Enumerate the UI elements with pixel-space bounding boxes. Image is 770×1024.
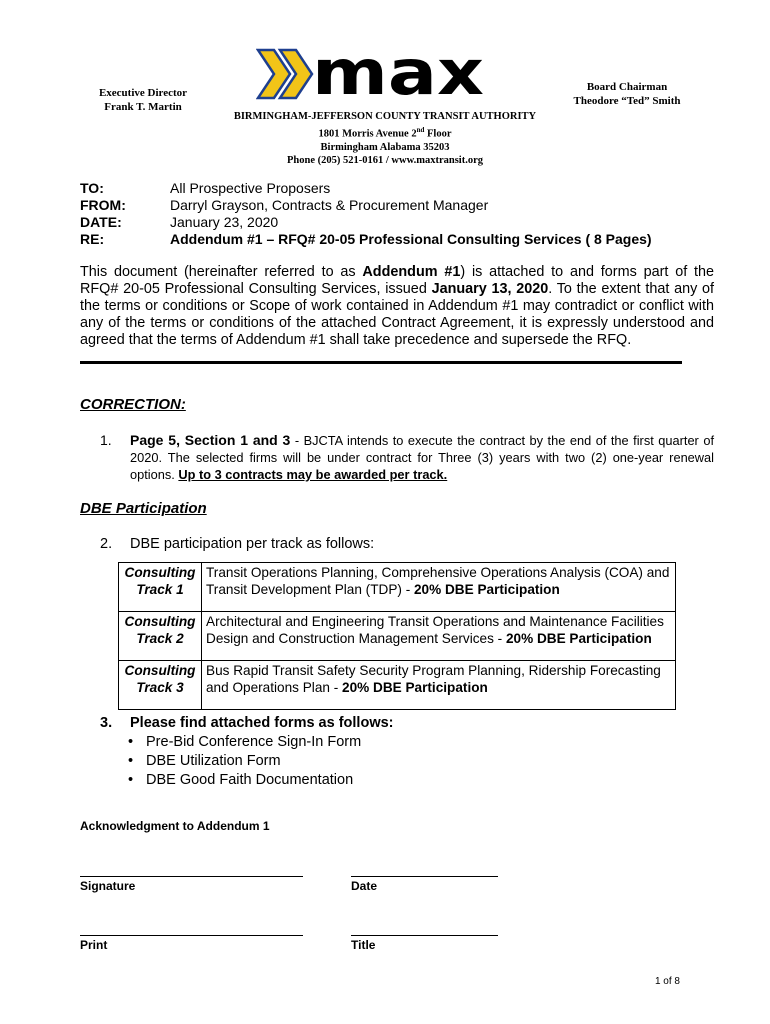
intro-date-bold: January 13, 2020 (431, 281, 549, 297)
title-line[interactable] (351, 935, 498, 936)
track-2-line-2: Track 2 (136, 631, 184, 646)
address-line-1 (200, 124, 570, 141)
memo-to-row (80, 180, 652, 197)
dbe-item-2 (100, 536, 374, 552)
dbe-tracks-table (118, 562, 676, 710)
address-sup: nd (416, 125, 425, 134)
date-line[interactable] (351, 876, 498, 877)
memo-re-row (80, 231, 652, 248)
track-3-line-1: Consulting (124, 663, 196, 678)
logo-wordmark: max (312, 48, 485, 100)
correction-lead: Page 5, Section 1 and 3 (130, 432, 291, 448)
track-3-pct: 20% DBE Participation (342, 680, 488, 695)
correction-underlined: Up to 3 contracts may be awarded per track. (178, 467, 448, 482)
track-1-desc: Transit Operations Planning, Comprehensive Operations Analysis (COA) and Transit Development Plan (TDP) - (206, 565, 670, 597)
intro-paragraph (80, 264, 714, 349)
date-field-label: Date (351, 879, 378, 893)
signature-line[interactable] (80, 876, 303, 877)
page-number: 1 of 8 (654, 976, 680, 987)
form-name: Pre-Bid Conference Sign-In Form (146, 734, 362, 750)
bullet-icon: • (128, 753, 134, 769)
from-label: FROM: (80, 197, 126, 213)
list-item (100, 771, 394, 790)
track-1-pct: 20% DBE Participation (414, 582, 560, 597)
dbe-heading: DBE Participation (80, 500, 207, 517)
track-1-line-2: Track 1 (136, 582, 184, 597)
address-street: 1801 Morris Avenue 2 (318, 128, 417, 139)
forms-item-3 (100, 714, 394, 790)
dbe-item-number: 2. (100, 536, 113, 552)
forms-item-number: 3. (100, 715, 113, 731)
correction-body: - BJCTA intends to execute the contract by the end of the first quarter of 2020. The selected firms will be under contract for Three (3) years with two (2) one-year renewal options. (130, 433, 714, 482)
table-row (119, 563, 676, 612)
board-chairman-block (566, 80, 688, 108)
chairman-name: Theodore “Ted” Smith (573, 95, 681, 107)
memo-date-row (80, 214, 652, 231)
intro-addendum-bold: Addendum #1 (362, 264, 461, 280)
to-value: All Prospective Proposers (170, 180, 331, 196)
executive-director-block (88, 86, 198, 114)
track-desc-cell (202, 661, 676, 710)
horizontal-rule (80, 361, 682, 364)
track-2-desc: Architectural and Engineering Transit Operations and Maintenance Facilities Design and Construction Management Services - (206, 614, 664, 646)
track-1-line-1: Consulting (124, 565, 196, 580)
track-name-cell (119, 563, 202, 612)
re-label: RE: (80, 231, 105, 247)
table-row (119, 612, 676, 661)
correction-heading: CORRECTION: (80, 396, 186, 413)
max-logo (256, 48, 488, 105)
memo-from-row (80, 197, 652, 214)
chairman-title: Board Chairman (586, 81, 668, 93)
title-label: Title (351, 938, 376, 952)
executive-title: Executive Director (98, 87, 188, 99)
track-desc-cell (202, 612, 676, 661)
re-value: Addendum #1 – RFQ# 20-05 Professional Consulting Services ( 8 Pages) (170, 231, 652, 247)
max-logo-graphic (256, 48, 488, 100)
correction-item-text (130, 432, 714, 483)
print-line[interactable] (80, 935, 303, 936)
dbe-intro: DBE participation per track as follows: (130, 536, 375, 552)
intro-text-1: This document (hereinafter referred to as (80, 264, 363, 280)
intro-text-2: ) is attached to and forms part of the RFQ# 20-05 Professional Consulting Services, issued (80, 264, 715, 297)
executive-name: Frank T. Martin (104, 101, 182, 113)
correction-item-1 (100, 432, 714, 483)
track-3-line-2: Track 3 (136, 680, 184, 695)
list-item (100, 733, 394, 752)
track-desc-cell (202, 563, 676, 612)
list-item (100, 752, 394, 771)
forms-list (100, 733, 394, 790)
track-2-line-1: Consulting (124, 614, 196, 629)
date-value: January 23, 2020 (170, 214, 279, 230)
intro-text-3: . To the extent that any of the terms or conditions or Scope of work contained in Addendum #1 may contradict or conflict with any of the terms or conditions of the attached Contract Agreement, it is expressly understood and agreed that the terms of Addendum #1 shall take precedence and supersede the RFQ. (80, 281, 715, 348)
to-label: TO: (80, 180, 104, 196)
address-line-2: Birmingham Alabama 35203 (320, 141, 450, 153)
date-label: DATE: (80, 214, 122, 230)
acknowledgment-heading: Acknowledgment to Addendum 1 (80, 819, 270, 833)
bullet-icon: • (128, 734, 134, 750)
forms-heading: Please find attached forms as follows: (130, 715, 394, 731)
address-floor: Floor (424, 128, 452, 139)
bullet-icon: • (128, 772, 134, 788)
print-label: Print (80, 938, 108, 952)
form-name: DBE Utilization Form (146, 753, 281, 769)
track-2-pct: 20% DBE Participation (505, 631, 652, 646)
signature-label: Signature (80, 879, 136, 893)
track-name-cell (119, 661, 202, 710)
authority-address (200, 110, 570, 168)
form-name: DBE Good Faith Documentation (146, 772, 354, 788)
track-name-cell (119, 612, 202, 661)
correction-item-number: 1. (100, 432, 112, 448)
table-row (119, 661, 676, 710)
contact-line: Phone (205) 521-0161 / www.maxtransit.org (287, 155, 483, 166)
track-3-desc: Bus Rapid Transit Safety Security Program Planning, Ridership Forecasting and Operations Plan - (206, 663, 661, 695)
memo-header (80, 180, 652, 248)
authority-name: BIRMINGHAM-JEFFERSON COUNTY TRANSIT AUTHORITY (233, 111, 537, 122)
from-value: Darryl Grayson, Contracts & Procurement Manager (170, 197, 489, 213)
forms-heading-row (100, 714, 394, 733)
